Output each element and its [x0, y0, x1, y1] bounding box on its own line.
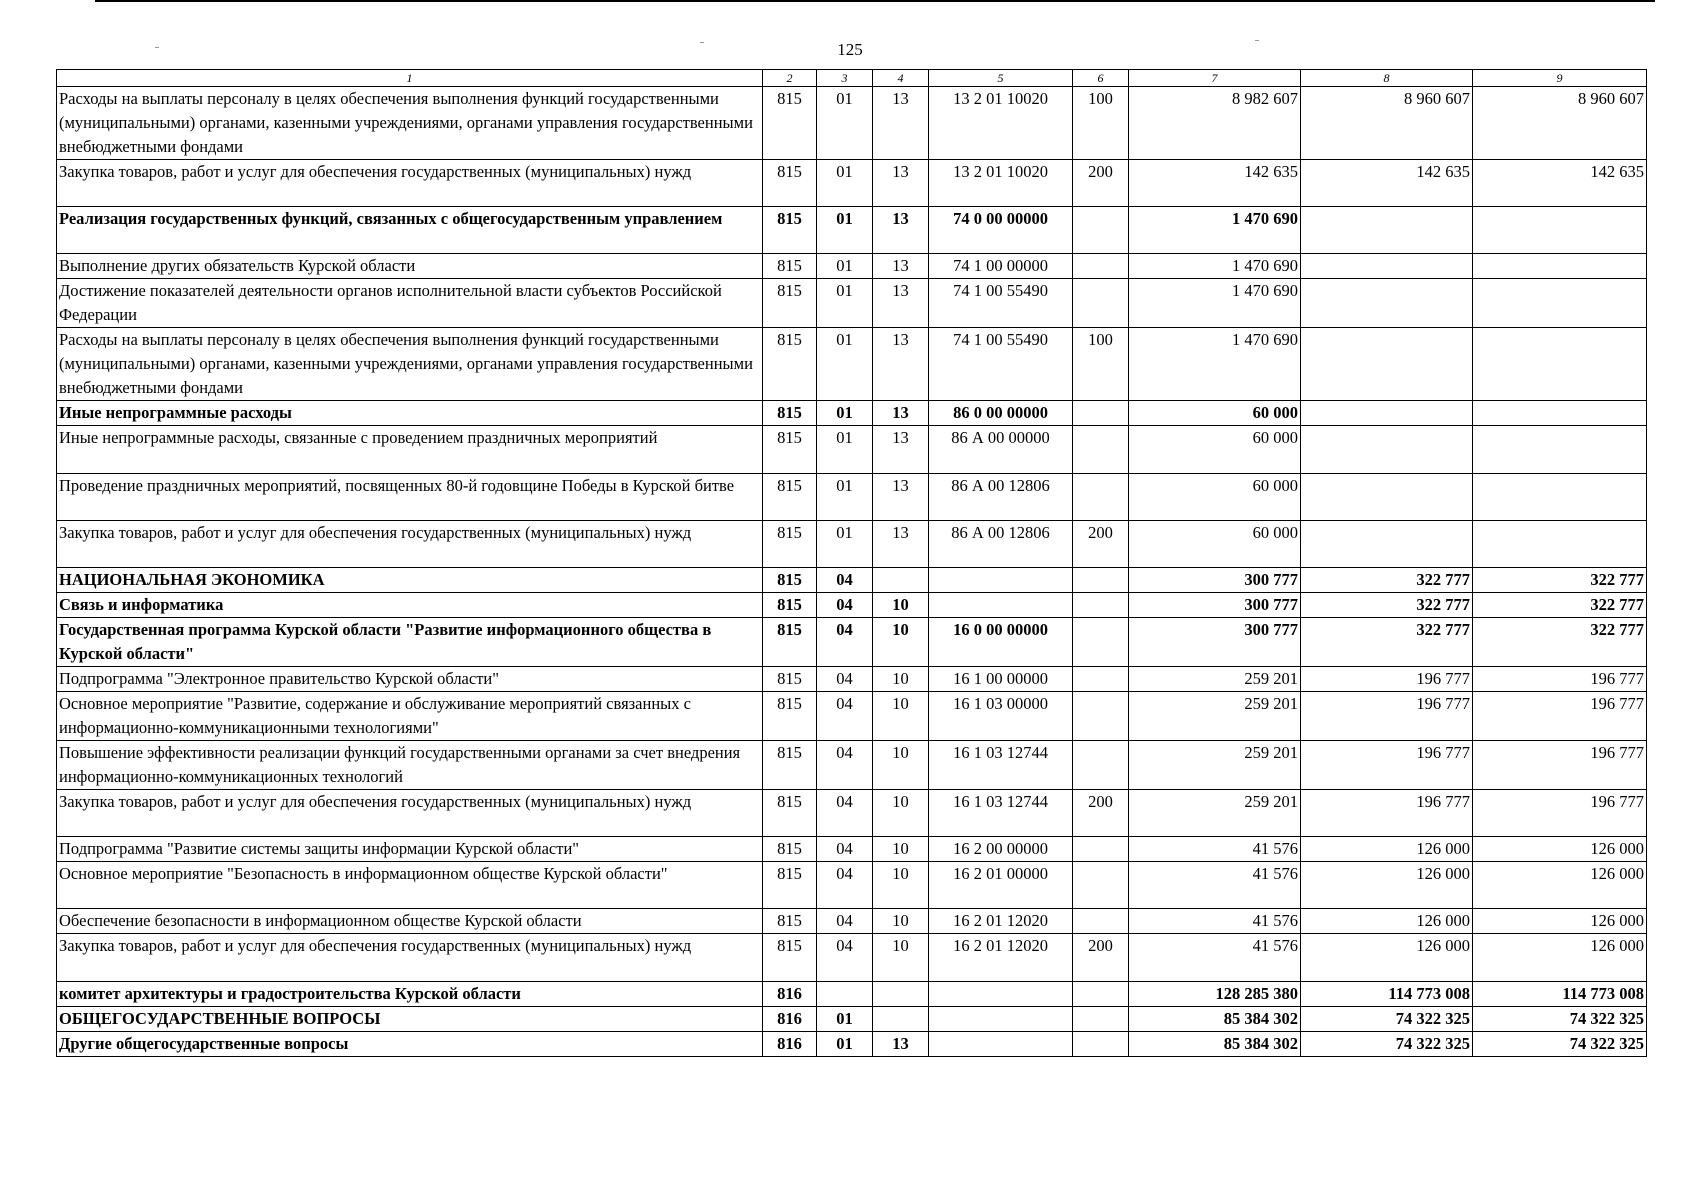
table-row	[57, 837, 1647, 862]
subsection-code-cell: 13	[873, 328, 929, 401]
amount-col8-cell	[1301, 207, 1473, 254]
column-header: 4	[873, 70, 929, 87]
section-code-cell: 04	[817, 666, 873, 691]
ministry-code-cell: 815	[763, 160, 817, 207]
ministry-code-cell: 815	[763, 520, 817, 567]
section-code-cell: 01	[817, 426, 873, 473]
column-header: 8	[1301, 70, 1473, 87]
table-row	[57, 401, 1647, 426]
section-code-cell: 04	[817, 837, 873, 862]
amount-col8-cell: 126 000	[1301, 862, 1473, 909]
expense-type-cell: 100	[1073, 328, 1129, 401]
item-name-cell: Другие общегосударственные вопросы	[57, 1031, 763, 1056]
section-code-cell: 01	[817, 401, 873, 426]
amount-col9-cell: 196 777	[1473, 789, 1647, 836]
item-name-cell: Основное мероприятие "Безопасность в информационном обществе Курской области"	[57, 862, 763, 909]
expense-type-cell	[1073, 740, 1129, 789]
amount-col8-cell	[1301, 254, 1473, 279]
subsection-code-cell: 13	[873, 254, 929, 279]
table-row	[57, 160, 1647, 207]
subsection-code-cell: 10	[873, 617, 929, 666]
scan-speck	[1255, 40, 1259, 41]
subsection-code-cell	[873, 567, 929, 592]
subsection-code-cell: 13	[873, 401, 929, 426]
expense-type-cell	[1073, 207, 1129, 254]
ministry-code-cell: 815	[763, 207, 817, 254]
amount-col8-cell: 322 777	[1301, 592, 1473, 617]
table-row	[57, 1031, 1647, 1056]
ministry-code-cell: 815	[763, 934, 817, 981]
item-name-cell: Иные непрограммные расходы	[57, 401, 763, 426]
amount-col7-cell: 259 201	[1129, 691, 1301, 740]
expense-type-cell	[1073, 617, 1129, 666]
amount-col7-cell: 300 777	[1129, 567, 1301, 592]
amount-col8-cell	[1301, 401, 1473, 426]
subsection-code-cell: 10	[873, 789, 929, 836]
expense-type-cell	[1073, 909, 1129, 934]
table-row	[57, 520, 1647, 567]
amount-col9-cell	[1473, 520, 1647, 567]
target-article-cell: 74 0 00 00000	[929, 207, 1073, 254]
item-name-cell: Реализация государственных функций, связанных с общегосударственным управлением	[57, 207, 763, 254]
section-code-cell: 01	[817, 328, 873, 401]
section-code-cell: 04	[817, 567, 873, 592]
expense-type-cell: 200	[1073, 520, 1129, 567]
expense-type-cell: 100	[1073, 87, 1129, 160]
amount-col8-cell: 126 000	[1301, 909, 1473, 934]
target-article-cell: 13 2 01 10020	[929, 87, 1073, 160]
top-rule	[95, 0, 1655, 2]
amount-col7-cell: 60 000	[1129, 520, 1301, 567]
amount-col8-cell	[1301, 426, 1473, 473]
section-code-cell: 04	[817, 740, 873, 789]
item-name-cell: Подпрограмма "Электронное правительство Курской области"	[57, 666, 763, 691]
subsection-code-cell: 10	[873, 592, 929, 617]
amount-col7-cell: 1 470 690	[1129, 254, 1301, 279]
amount-col8-cell: 126 000	[1301, 837, 1473, 862]
expense-type-cell: 200	[1073, 789, 1129, 836]
expense-type-cell	[1073, 592, 1129, 617]
table-body	[57, 87, 1647, 1057]
expense-type-cell	[1073, 981, 1129, 1006]
subsection-code-cell: 10	[873, 837, 929, 862]
target-article-cell: 16 2 00 00000	[929, 837, 1073, 862]
amount-col9-cell	[1473, 207, 1647, 254]
amount-col8-cell	[1301, 473, 1473, 520]
expense-type-cell	[1073, 567, 1129, 592]
table-row	[57, 426, 1647, 473]
subsection-code-cell: 10	[873, 862, 929, 909]
section-code-cell: 01	[817, 87, 873, 160]
ministry-code-cell: 815	[763, 473, 817, 520]
expense-type-cell	[1073, 279, 1129, 328]
amount-col9-cell: 322 777	[1473, 567, 1647, 592]
target-article-cell: 16 2 01 12020	[929, 909, 1073, 934]
section-code-cell	[817, 981, 873, 1006]
item-name-cell: Выполнение других обязательств Курской области	[57, 254, 763, 279]
ministry-code-cell: 815	[763, 426, 817, 473]
amount-col7-cell: 8 982 607	[1129, 87, 1301, 160]
subsection-code-cell: 13	[873, 87, 929, 160]
ministry-code-cell: 816	[763, 1031, 817, 1056]
page-number: 125	[837, 40, 863, 59]
item-name-cell: Закупка товаров, работ и услуг для обеспечения государственных (муниципальных) нужд	[57, 160, 763, 207]
item-name-cell: Иные непрограммные расходы, связанные с проведением праздничных мероприятий	[57, 426, 763, 473]
amount-col9-cell	[1473, 426, 1647, 473]
target-article-cell	[929, 567, 1073, 592]
target-article-cell: 86 0 00 00000	[929, 401, 1073, 426]
amount-col7-cell: 41 576	[1129, 934, 1301, 981]
amount-col7-cell: 300 777	[1129, 617, 1301, 666]
ministry-code-cell: 816	[763, 1006, 817, 1031]
amount-col8-cell: 126 000	[1301, 934, 1473, 981]
amount-col9-cell: 126 000	[1473, 909, 1647, 934]
column-header: 7	[1129, 70, 1301, 87]
amount-col9-cell: 196 777	[1473, 740, 1647, 789]
column-header: 9	[1473, 70, 1647, 87]
section-code-cell: 04	[817, 934, 873, 981]
amount-col8-cell: 196 777	[1301, 666, 1473, 691]
ministry-code-cell: 815	[763, 592, 817, 617]
amount-col7-cell: 60 000	[1129, 473, 1301, 520]
expense-type-cell	[1073, 254, 1129, 279]
item-name-cell: Закупка товаров, работ и услуг для обеспечения государственных (муниципальных) нужд	[57, 934, 763, 981]
budget-table	[56, 69, 1647, 1057]
subsection-code-cell: 13	[873, 520, 929, 567]
amount-col9-cell: 8 960 607	[1473, 87, 1647, 160]
subsection-code-cell: 13	[873, 160, 929, 207]
item-name-cell: Связь и информатика	[57, 592, 763, 617]
item-name-cell: комитет архитектуры и градостроительства Курской области	[57, 981, 763, 1006]
amount-col9-cell	[1473, 401, 1647, 426]
amount-col7-cell: 60 000	[1129, 426, 1301, 473]
ministry-code-cell: 816	[763, 981, 817, 1006]
section-code-cell: 01	[817, 520, 873, 567]
table-row	[57, 934, 1647, 981]
target-article-cell: 86 А 00 00000	[929, 426, 1073, 473]
ministry-code-cell: 815	[763, 789, 817, 836]
expense-type-cell	[1073, 862, 1129, 909]
ministry-code-cell: 815	[763, 87, 817, 160]
amount-col7-cell: 41 576	[1129, 909, 1301, 934]
item-name-cell: Обеспечение безопасности в информационном обществе Курской области	[57, 909, 763, 934]
ministry-code-cell: 815	[763, 740, 817, 789]
target-article-cell: 16 1 03 12744	[929, 740, 1073, 789]
subsection-code-cell: 10	[873, 691, 929, 740]
amount-col9-cell: 126 000	[1473, 862, 1647, 909]
target-article-cell: 74 1 00 00000	[929, 254, 1073, 279]
column-header: 5	[929, 70, 1073, 87]
section-code-cell: 04	[817, 862, 873, 909]
amount-col9-cell: 74 322 325	[1473, 1006, 1647, 1031]
subsection-code-cell: 10	[873, 740, 929, 789]
table-row	[57, 909, 1647, 934]
amount-col7-cell: 142 635	[1129, 160, 1301, 207]
amount-col7-cell: 259 201	[1129, 666, 1301, 691]
table-row	[57, 279, 1647, 328]
amount-col9-cell	[1473, 328, 1647, 401]
expense-type-cell	[1073, 426, 1129, 473]
ministry-code-cell: 815	[763, 691, 817, 740]
amount-col7-cell: 85 384 302	[1129, 1006, 1301, 1031]
target-article-cell	[929, 981, 1073, 1006]
item-name-cell: Повышение эффективности реализации функций государственными органами за счет внедрения информационно-коммуникационных технологий	[57, 740, 763, 789]
amount-col8-cell: 74 322 325	[1301, 1006, 1473, 1031]
target-article-cell: 86 А 00 12806	[929, 473, 1073, 520]
amount-col7-cell: 300 777	[1129, 592, 1301, 617]
item-name-cell: Основное мероприятие "Развитие, содержание и обслуживание мероприятий связанных с информационно-коммуникационными технологиями"	[57, 691, 763, 740]
target-article-cell: 16 1 03 12744	[929, 789, 1073, 836]
amount-col8-cell: 196 777	[1301, 789, 1473, 836]
section-code-cell: 01	[817, 473, 873, 520]
amount-col7-cell: 259 201	[1129, 740, 1301, 789]
subsection-code-cell: 13	[873, 207, 929, 254]
amount-col8-cell	[1301, 520, 1473, 567]
amount-col8-cell	[1301, 279, 1473, 328]
target-article-cell: 86 А 00 12806	[929, 520, 1073, 567]
item-name-cell: НАЦИОНАЛЬНАЯ ЭКОНОМИКА	[57, 567, 763, 592]
target-article-cell: 16 2 01 00000	[929, 862, 1073, 909]
amount-col7-cell: 60 000	[1129, 401, 1301, 426]
item-name-cell: Расходы на выплаты персоналу в целях обеспечения выполнения функций государственными (муниципальными) органами, казенными учреждениями, органами управления государственными внебюджетными фондами	[57, 87, 763, 160]
ministry-code-cell: 815	[763, 254, 817, 279]
table-row	[57, 617, 1647, 666]
amount-col9-cell: 114 773 008	[1473, 981, 1647, 1006]
amount-col9-cell: 126 000	[1473, 934, 1647, 981]
subsection-code-cell: 13	[873, 473, 929, 520]
ministry-code-cell: 815	[763, 666, 817, 691]
table-row	[57, 862, 1647, 909]
expense-type-cell	[1073, 666, 1129, 691]
amount-col8-cell: 196 777	[1301, 691, 1473, 740]
subsection-code-cell	[873, 981, 929, 1006]
item-name-cell: Закупка товаров, работ и услуг для обеспечения государственных (муниципальных) нужд	[57, 789, 763, 836]
amount-col9-cell: 126 000	[1473, 837, 1647, 862]
section-code-cell: 01	[817, 207, 873, 254]
subsection-code-cell: 13	[873, 426, 929, 473]
expense-type-cell: 200	[1073, 160, 1129, 207]
amount-col9-cell: 142 635	[1473, 160, 1647, 207]
table-row	[57, 1006, 1647, 1031]
ministry-code-cell: 815	[763, 617, 817, 666]
section-code-cell: 01	[817, 160, 873, 207]
table-row	[57, 592, 1647, 617]
target-article-cell	[929, 592, 1073, 617]
item-name-cell: Расходы на выплаты персоналу в целях обеспечения выполнения функций государственными (муниципальными) органами, казенными учреждениями, органами управления государственными внебюджетными фондами	[57, 328, 763, 401]
amount-col8-cell: 142 635	[1301, 160, 1473, 207]
item-name-cell: Закупка товаров, работ и услуг для обеспечения государственных (муниципальных) нужд	[57, 520, 763, 567]
amount-col8-cell: 74 322 325	[1301, 1031, 1473, 1056]
amount-col9-cell	[1473, 473, 1647, 520]
target-article-cell: 13 2 01 10020	[929, 160, 1073, 207]
item-name-cell: Проведение праздничных мероприятий, посвященных 80-й годовщине Победы в Курской битве	[57, 473, 763, 520]
table-row	[57, 567, 1647, 592]
target-article-cell	[929, 1006, 1073, 1031]
expense-type-cell	[1073, 691, 1129, 740]
amount-col7-cell: 85 384 302	[1129, 1031, 1301, 1056]
amount-col8-cell: 322 777	[1301, 617, 1473, 666]
expense-type-cell	[1073, 401, 1129, 426]
ministry-code-cell: 815	[763, 401, 817, 426]
table-row	[57, 981, 1647, 1006]
target-article-cell: 74 1 00 55490	[929, 328, 1073, 401]
scan-speck	[700, 42, 704, 43]
column-header: 1	[57, 70, 763, 87]
amount-col7-cell: 128 285 380	[1129, 981, 1301, 1006]
subsection-code-cell: 13	[873, 279, 929, 328]
amount-col8-cell: 196 777	[1301, 740, 1473, 789]
expense-type-cell	[1073, 473, 1129, 520]
item-name-cell: Государственная программа Курской области "Развитие информационного общества в Курской области"	[57, 617, 763, 666]
section-code-cell: 04	[817, 691, 873, 740]
ministry-code-cell: 815	[763, 909, 817, 934]
amount-col7-cell: 41 576	[1129, 837, 1301, 862]
item-name-cell: Подпрограмма "Развитие системы защиты информации Курской области"	[57, 837, 763, 862]
subsection-code-cell: 13	[873, 1031, 929, 1056]
amount-col7-cell: 1 470 690	[1129, 328, 1301, 401]
amount-col9-cell	[1473, 279, 1647, 328]
amount-col7-cell: 41 576	[1129, 862, 1301, 909]
expense-type-cell	[1073, 1031, 1129, 1056]
amount-col9-cell	[1473, 254, 1647, 279]
section-code-cell: 04	[817, 617, 873, 666]
amount-col8-cell	[1301, 328, 1473, 401]
amount-col7-cell: 1 470 690	[1129, 279, 1301, 328]
section-code-cell: 04	[817, 789, 873, 836]
table-row	[57, 87, 1647, 160]
ministry-code-cell: 815	[763, 837, 817, 862]
amount-col7-cell: 1 470 690	[1129, 207, 1301, 254]
table-row	[57, 328, 1647, 401]
column-header: 3	[817, 70, 873, 87]
target-article-cell	[929, 1031, 1073, 1056]
table-row	[57, 473, 1647, 520]
ministry-code-cell: 815	[763, 328, 817, 401]
section-code-cell: 04	[817, 909, 873, 934]
subsection-code-cell: 10	[873, 934, 929, 981]
section-code-cell: 01	[817, 279, 873, 328]
amount-col7-cell: 259 201	[1129, 789, 1301, 836]
amount-col9-cell: 322 777	[1473, 617, 1647, 666]
target-article-cell: 16 1 00 00000	[929, 666, 1073, 691]
table-row	[57, 691, 1647, 740]
target-article-cell: 16 2 01 12020	[929, 934, 1073, 981]
amount-col8-cell: 322 777	[1301, 567, 1473, 592]
target-article-cell: 16 0 00 00000	[929, 617, 1073, 666]
ministry-code-cell: 815	[763, 862, 817, 909]
column-header: 2	[763, 70, 817, 87]
expense-type-cell	[1073, 837, 1129, 862]
expense-type-cell	[1073, 1006, 1129, 1031]
scan-speck	[155, 47, 159, 48]
column-header-row	[57, 70, 1647, 87]
amount-col9-cell: 74 322 325	[1473, 1031, 1647, 1056]
target-article-cell: 74 1 00 55490	[929, 279, 1073, 328]
section-code-cell: 04	[817, 592, 873, 617]
target-article-cell: 16 1 03 00000	[929, 691, 1073, 740]
ministry-code-cell: 815	[763, 567, 817, 592]
amount-col9-cell: 322 777	[1473, 592, 1647, 617]
amount-col8-cell: 114 773 008	[1301, 981, 1473, 1006]
table-row	[57, 254, 1647, 279]
column-header: 6	[1073, 70, 1129, 87]
amount-col8-cell: 8 960 607	[1301, 87, 1473, 160]
section-code-cell: 01	[817, 1006, 873, 1031]
ministry-code-cell: 815	[763, 279, 817, 328]
subsection-code-cell: 10	[873, 666, 929, 691]
table-row	[57, 207, 1647, 254]
section-code-cell: 01	[817, 254, 873, 279]
table-row	[57, 740, 1647, 789]
item-name-cell: ОБЩЕГОСУДАРСТВЕННЫЕ ВОПРОСЫ	[57, 1006, 763, 1031]
section-code-cell: 01	[817, 1031, 873, 1056]
subsection-code-cell: 10	[873, 909, 929, 934]
subsection-code-cell	[873, 1006, 929, 1031]
expense-type-cell: 200	[1073, 934, 1129, 981]
table-row	[57, 666, 1647, 691]
amount-col9-cell: 196 777	[1473, 666, 1647, 691]
item-name-cell: Достижение показателей деятельности органов исполнительной власти субъектов Российской Федерации	[57, 279, 763, 328]
amount-col9-cell: 196 777	[1473, 691, 1647, 740]
table-row	[57, 789, 1647, 836]
